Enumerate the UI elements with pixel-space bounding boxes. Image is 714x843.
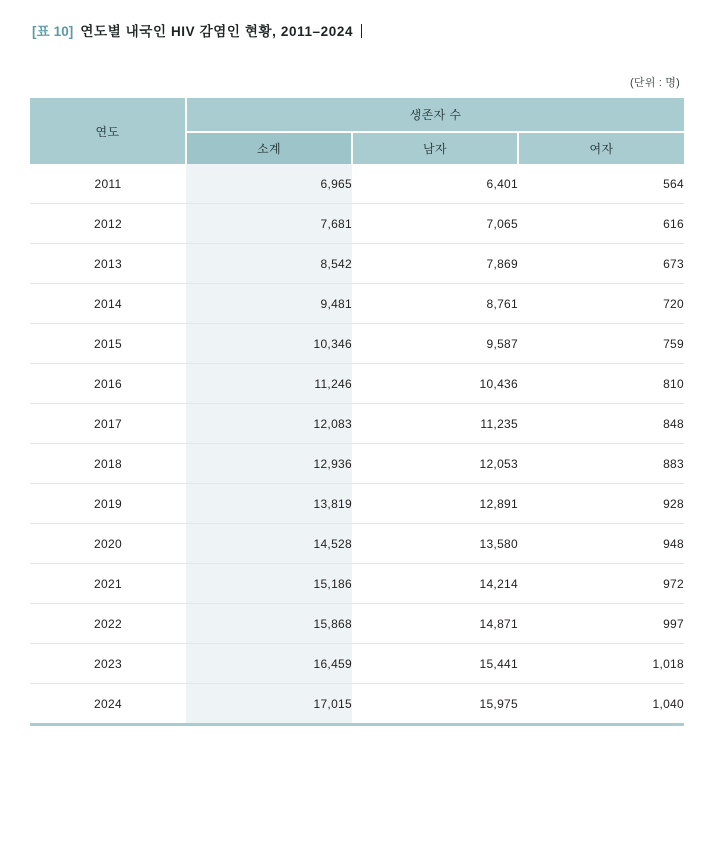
cell-female: 883 xyxy=(518,444,684,484)
unit-note: (단위 : 명) xyxy=(630,77,680,89)
cell-male: 10,436 xyxy=(352,364,518,404)
cell-female: 1,040 xyxy=(652,696,684,711)
hiv-statistics-table xyxy=(30,98,684,723)
cell-year: 2011 xyxy=(30,164,186,204)
cell-year: 2018 xyxy=(30,444,186,484)
table-header xyxy=(30,98,684,164)
cell-year: 2023 xyxy=(30,644,186,684)
cell-male: 12,891 xyxy=(352,484,518,524)
text-caret xyxy=(361,24,362,38)
cell-female: 759 xyxy=(518,324,684,364)
cell-female: 997 xyxy=(518,604,684,644)
cell-subtotal: 11,246 xyxy=(186,364,352,404)
cell-female: 720 xyxy=(518,284,684,324)
cell-male: 7,869 xyxy=(352,244,518,284)
table-number-label: [표 10] xyxy=(32,24,74,39)
cell-year: 2017 xyxy=(30,404,186,444)
cell-year: 2020 xyxy=(30,524,186,564)
table-header-row-1 xyxy=(30,98,684,132)
table-row xyxy=(30,444,684,484)
table-row xyxy=(30,364,684,404)
cell-female: 810 xyxy=(518,364,684,404)
table-row xyxy=(30,644,684,684)
cell-year: 2015 xyxy=(30,324,186,364)
table-row xyxy=(30,564,684,604)
cell-male: 14,214 xyxy=(352,564,518,604)
cell-subtotal: 9,481 xyxy=(186,284,352,324)
cell-male: 7,065 xyxy=(352,204,518,244)
cell-male: 9,587 xyxy=(352,324,518,364)
cell-subtotal: 12,936 xyxy=(186,444,352,484)
cell-year: 2019 xyxy=(30,484,186,524)
table-row xyxy=(30,604,684,644)
cell-female: 848 xyxy=(518,404,684,444)
cell-subtotal: 10,346 xyxy=(186,324,352,364)
column-header-group-survivors: 생존자 수 xyxy=(186,98,684,132)
table-body xyxy=(30,164,684,723)
table-caption xyxy=(30,22,684,42)
cell-year: 2013 xyxy=(30,244,186,284)
cell-male: 13,580 xyxy=(352,524,518,564)
table-row xyxy=(30,484,684,524)
table-row xyxy=(30,284,684,324)
cell-year: 2024 xyxy=(94,696,122,711)
cell-subtotal: 16,459 xyxy=(186,644,352,684)
table-bottom-rule xyxy=(30,723,684,726)
cell-female: 1,018 xyxy=(518,644,684,684)
column-header-year: 연도 xyxy=(30,98,186,164)
table-row xyxy=(30,324,684,364)
cell-female: 564 xyxy=(518,164,684,204)
cell-subtotal: 7,681 xyxy=(186,204,352,244)
cell-subtotal: 14,528 xyxy=(186,524,352,564)
cell-male: 15,441 xyxy=(352,644,518,684)
column-header-subtotal: 소계 xyxy=(186,132,352,164)
cell-male: 6,401 xyxy=(352,164,518,204)
cell-subtotal: 8,542 xyxy=(186,244,352,284)
cell-subtotal: 17,015 xyxy=(186,684,352,724)
table-title-text: 연도별 내국인 HIV 감염인 현황, 2011–2024 xyxy=(80,24,354,39)
cell-female: 616 xyxy=(518,204,684,244)
cell-male: 14,871 xyxy=(352,604,518,644)
cell-female: 673 xyxy=(518,244,684,284)
table-row xyxy=(30,164,684,204)
cell-subtotal: 15,868 xyxy=(186,604,352,644)
cell-subtotal: 6,965 xyxy=(186,164,352,204)
cell-year: 2021 xyxy=(30,564,186,604)
column-header-female: 여자 xyxy=(518,132,684,164)
cell-female: 972 xyxy=(518,564,684,604)
cell-male: 11,235 xyxy=(352,404,518,444)
column-header-male: 남자 xyxy=(352,132,518,164)
cell-male: 8,761 xyxy=(352,284,518,324)
cell-year: 2016 xyxy=(30,364,186,404)
table-row xyxy=(30,684,684,724)
cell-subtotal: 12,083 xyxy=(186,404,352,444)
cell-female: 928 xyxy=(518,484,684,524)
cell-year: 2022 xyxy=(30,604,186,644)
table-row xyxy=(30,244,684,284)
table-row xyxy=(30,524,684,564)
table-row xyxy=(30,204,684,244)
cell-year: 2012 xyxy=(30,204,186,244)
table-row xyxy=(30,404,684,444)
cell-male: 15,975 xyxy=(479,696,518,711)
cell-subtotal: 15,186 xyxy=(186,564,352,604)
cell-subtotal: 13,819 xyxy=(186,484,352,524)
cell-male: 12,053 xyxy=(352,444,518,484)
cell-year: 2014 xyxy=(30,284,186,324)
cell-female: 948 xyxy=(518,524,684,564)
